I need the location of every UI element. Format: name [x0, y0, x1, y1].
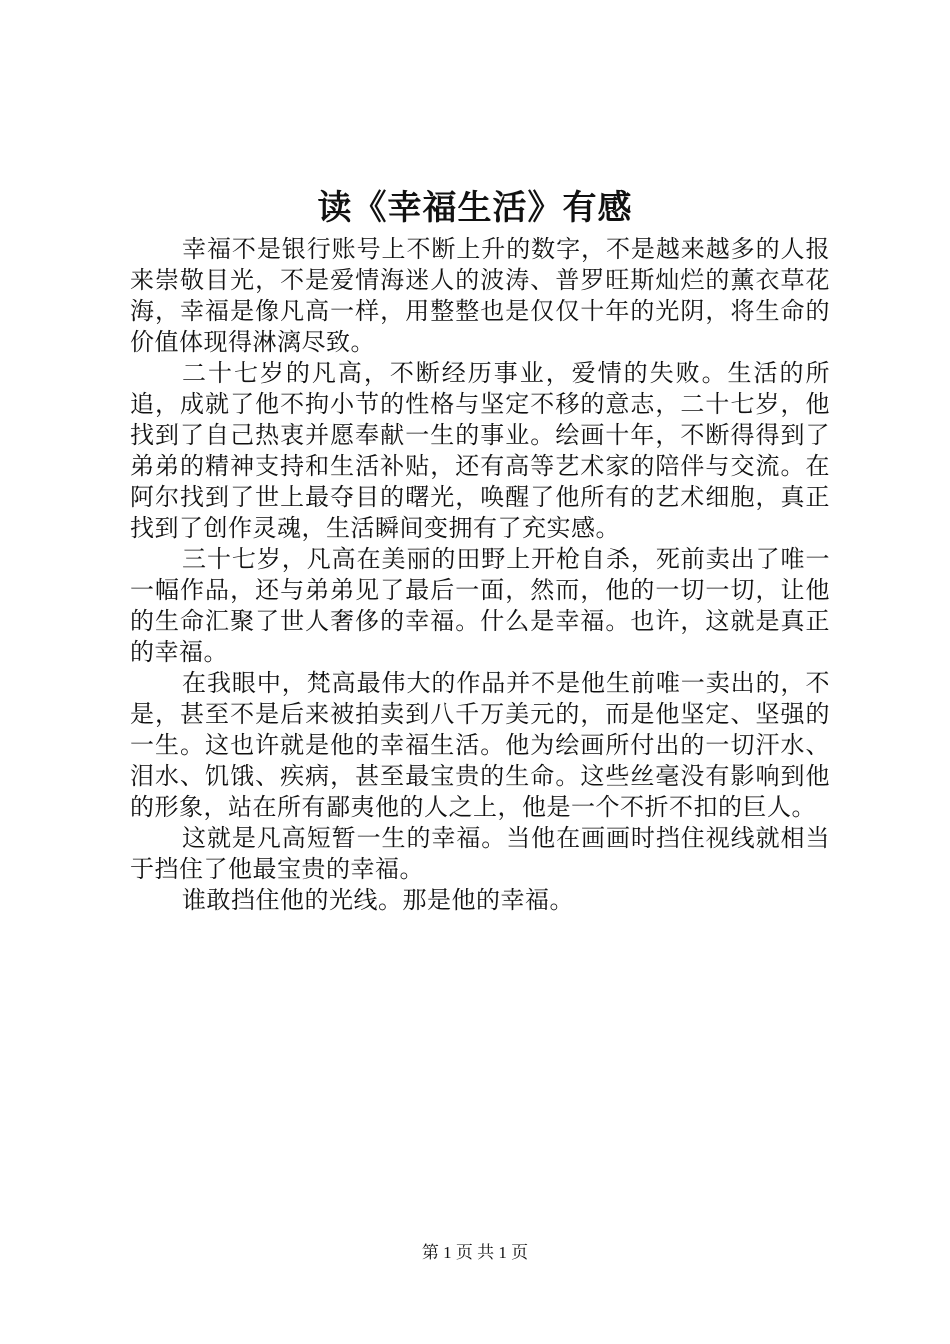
- document-title: 读《幸福生活》有感: [317, 188, 633, 228]
- page-number-footer: 第 1 页 共 1 页: [421, 1243, 529, 1262]
- document-body: [130, 234, 830, 916]
- paragraph: 谁敢挡住他的光线。那是他的幸福。: [182, 886, 574, 914]
- paragraph: 在我眼中，梵高最伟大的作品并不是他生前唯一卖出的，不是，甚至不是后来被拍卖到八千万美元的，而是他坚定、坚强的一生。这也许就是他的幸福生活。他为绘画所付出的一切汗水、泪水、饥饿、疾病，甚至最宝贵的生命。这些丝毫没有影响到他的形象，站在所有鄙夷他的人之上，他是一个不折不扣的巨人。: [130, 669, 830, 821]
- paragraph: 三十七岁，凡高在美丽的田野上开枪自杀，死前卖出了唯一一幅作品，还与弟弟见了最后一面，然而，他的一切一切，让他的生命汇聚了世人奢侈的幸福。什么是幸福。也许，这就是真正的幸福。: [130, 545, 830, 666]
- paragraph: 二十七岁的凡高，不断经历事业，爱情的失败。生活的所追，成就了他不拘小节的性格与坚定不移的意志，二十七岁，他找到了自己热衷并愿奉献一生的事业。绘画十年，不断得得到了弟弟的精神支持和生活补贴，还有高等艺术家的陪伴与交流。在阿尔找到了世上最夺目的曙光，唤醒了他所有的艺术细胞，真正找到了创作灵魂，生活瞬间变拥有了充实感。: [130, 359, 830, 542]
- paragraph: 这就是凡高短暂一生的幸福。当他在画画时挡住视线就相当于挡住了他最宝贵的幸福。: [130, 824, 830, 883]
- paragraph: 幸福不是银行账号上不断上升的数字，不是越来越多的人报来崇敬目光，不是爱情海迷人的波涛、普罗旺斯灿烂的薰衣草花海，幸福是像凡高一样，用整整也是仅仅十年的光阴，将生命的价值体现得淋漓尽致。: [130, 235, 830, 356]
